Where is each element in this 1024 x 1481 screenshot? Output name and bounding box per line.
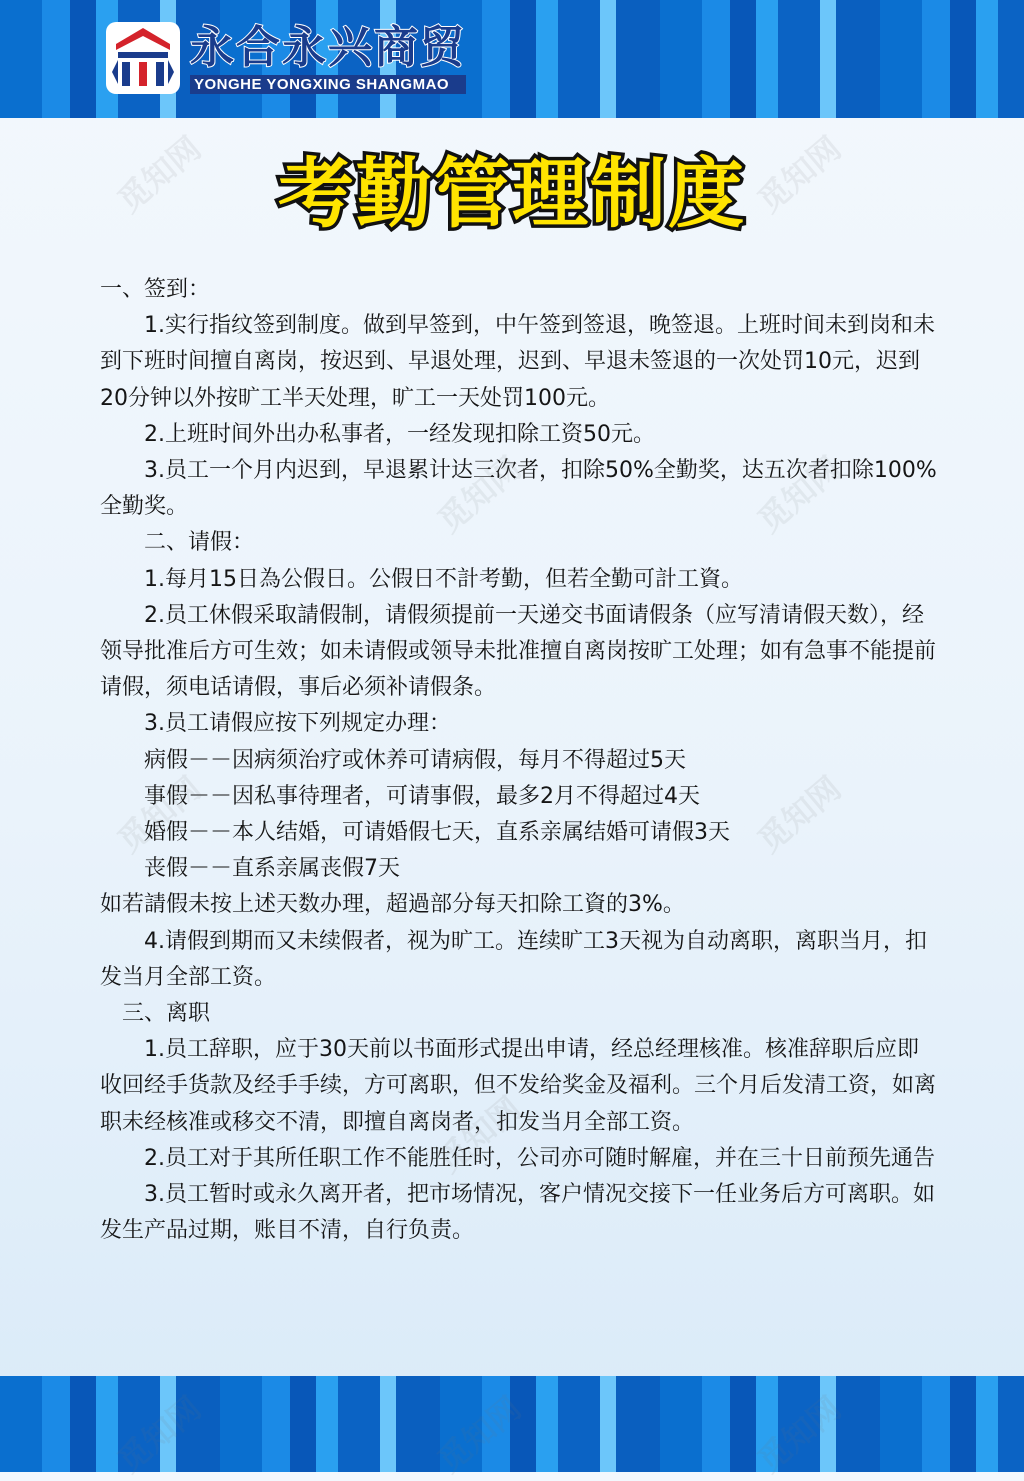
- watermark: 觅知网: [110, 129, 209, 220]
- watermark: 觅知网: [110, 769, 209, 860]
- page-title: 考勤管理制度: [278, 149, 746, 238]
- company-name-en: YONGHE YONGXING SHANGMAO: [190, 75, 466, 94]
- watermark: 觅知网: [750, 769, 849, 860]
- company-emblem-icon: [104, 20, 182, 96]
- watermark: 觅知网: [750, 449, 849, 540]
- body-line: 事假－－因私事待理者，可请事假，最多2月不得超过4天: [100, 783, 700, 809]
- body-line: 如若請假未按上述天数办理，超過部分每天扣除工資的3%。: [100, 892, 685, 918]
- company-logo: [104, 20, 466, 96]
- body-line: 一、签到：: [100, 277, 211, 302]
- body-line: 三、离职: [100, 1001, 211, 1027]
- body-line: 二、请假：: [100, 530, 255, 556]
- body-line: 2.员工休假采取請假制，请假须提前一天递交书面请假条（应写清请假天数），经领导批准后方可生效；如未请假或领导未批准擅自离岗按旷工处理；如有急事不能提前请假，须电话请假，事后必须补请假条。: [100, 602, 937, 701]
- body-line: 1.每月15日為公假日。公假日不計考勤，但若全勤可計工資。: [100, 566, 743, 592]
- body-line: 1.实行指纹签到制度。做到早签到，中午签到签退，晚签退。上班时间未到岗和未到下班时间擅自离岗，按迟到、早退处理，迟到、早退未签退的一次处罚10元，迟到20分钟以外按旷工半天处理，旷工一天处罚100元。: [100, 313, 935, 411]
- body-line: 4.请假到期而又未续假者，视为旷工。连续旷工3天视为自动离职，离职当月，扣发当月全部工资。: [100, 928, 927, 990]
- body-line: 3.员工暂时或永久离开者，把市场情况，客户情况交接下一任业务后方可离职。如发生产品过期，账目不清，自行负责。: [100, 1182, 935, 1244]
- body-line: 3.员工请假应按下列规定办理：: [100, 711, 451, 737]
- body-line: 1.员工辞职，应于30天前以书面形式提出申请，经总经理核准。核准辞职后应即收回经手货款及经手手续，方可离职，但不发给奖金及福利。三个月后发清工资，如离职未经核准或移交不清，即擅自离岗者，扣发当月全部工资。: [100, 1037, 937, 1135]
- body-line: 婚假－－本人结婚，可请婚假七天，直系亲属结婚可请假3天: [100, 820, 730, 846]
- body-line: 2.员工对于其所任职工作不能胜任时，公司亦可随时解雇，并在三十日前预先通告: [100, 1145, 935, 1171]
- body-line: 病假－－因病须治疗或休养可请病假，每月不得超过5天: [100, 747, 686, 773]
- footer-band: [0, 1376, 1024, 1472]
- body-line: 丧假－－直系亲属丧假7天: [100, 856, 400, 882]
- company-name-cn: 永合永兴商贸: [190, 21, 466, 73]
- watermark: 觅知网: [430, 449, 529, 540]
- body-line: 2.上班时间外出办私事者，一经发现扣除工资50元。: [100, 421, 655, 447]
- watermark: 觅知网: [750, 129, 849, 220]
- body-line: 3.员工一个月内迟到，早退累计达三次者，扣除50%全勤奖，达五次者扣除100%全勤奖。: [100, 458, 937, 520]
- watermark: 觅知网: [430, 1089, 529, 1180]
- regulation-body: [100, 272, 940, 1249]
